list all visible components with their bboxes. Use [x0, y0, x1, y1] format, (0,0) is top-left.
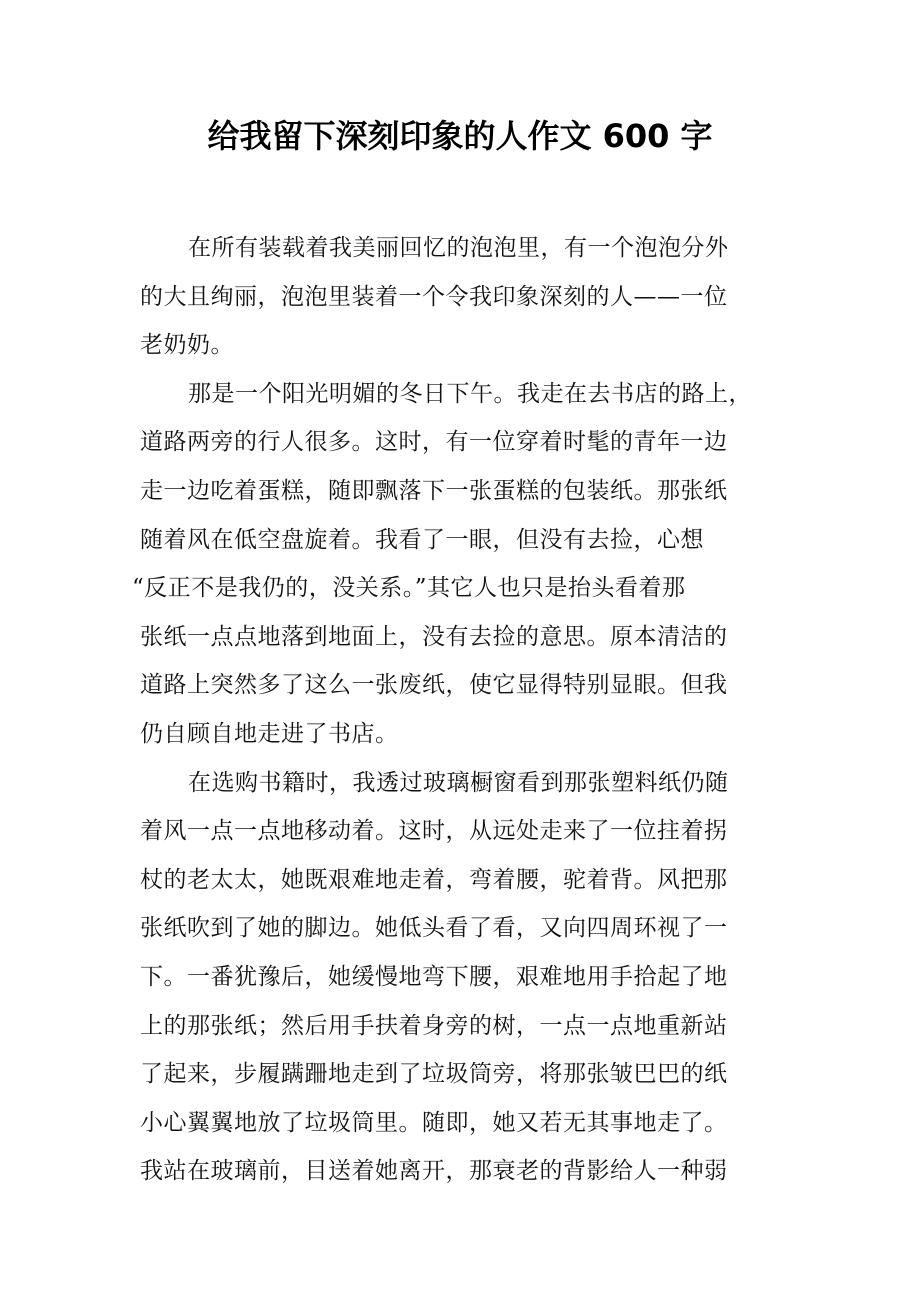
- text-line: 张纸吹到了她的脚边。她低头看了看，又向四周环视了一: [140, 915, 728, 942]
- text-line: 了起来，步履蹒跚地走到了垃圾筒旁，将那张皱巴巴的纸: [140, 1061, 728, 1088]
- document-body: [132, 224, 780, 1196]
- text-line: 那是一个阳光明媚的冬日下午。我走在去书店的路上，: [188, 380, 752, 407]
- document-title: 给我留下深刻印象的人作文 600 字: [207, 117, 713, 155]
- text-line: 道路上突然多了这么一张废纸，使它显得特别显眼。但我: [140, 672, 728, 699]
- paragraph-2: [132, 370, 780, 759]
- paragraph-3: [140, 759, 780, 1196]
- text-line: “反正不是我仍的，没关系。”其它人也只是抬头看着那: [132, 575, 686, 602]
- paragraph-1: [140, 224, 780, 370]
- text-line: 着风一点一点地移动着。这时，从远处走来了一位拄着拐: [140, 818, 728, 845]
- text-line: 在选购书籍时，我透过玻璃橱窗看到那张塑料纸仍随: [188, 769, 729, 796]
- text-line: 道路两旁的行人很多。这时，有一位穿着时髦的青年一边: [140, 429, 728, 456]
- text-line: 下。一番犹豫后，她缓慢地弯下腰，艰难地用手拾起了地: [140, 963, 728, 990]
- text-line: 老奶奶。: [140, 332, 234, 359]
- text-line: 随着风在低空盘旋着。我看了一眼，但没有去捡，心想: [140, 526, 704, 553]
- text-line: 仍自顾自地走进了书店。: [140, 720, 399, 747]
- text-line: 小心翼翼地放了垃圾筒里。随即，她又若无其事地走了。: [140, 1109, 728, 1136]
- text-line: 在所有装载着我美丽回忆的泡泡里，有一个泡泡分外: [188, 235, 729, 261]
- text-line: 张纸一点点地落到地面上，没有去捡的意思。原本清洁的: [140, 623, 728, 650]
- text-line: 上的那张纸；然后用手扶着身旁的树，一点一点地重新站: [140, 1012, 728, 1039]
- text-line: 走一边吃着蛋糕，随即飘落下一张蛋糕的包装纸。那张纸: [140, 477, 728, 504]
- text-line: 我站在玻璃前，目送着她离开，那衰老的背影给人一种弱: [140, 1158, 728, 1185]
- text-line: 的大且绚丽，泡泡里装着一个令我印象深刻的人——一位: [140, 283, 728, 310]
- text-line: 杖的老太太，她既艰难地走着，弯着腰，驼着背。风把那: [140, 866, 728, 893]
